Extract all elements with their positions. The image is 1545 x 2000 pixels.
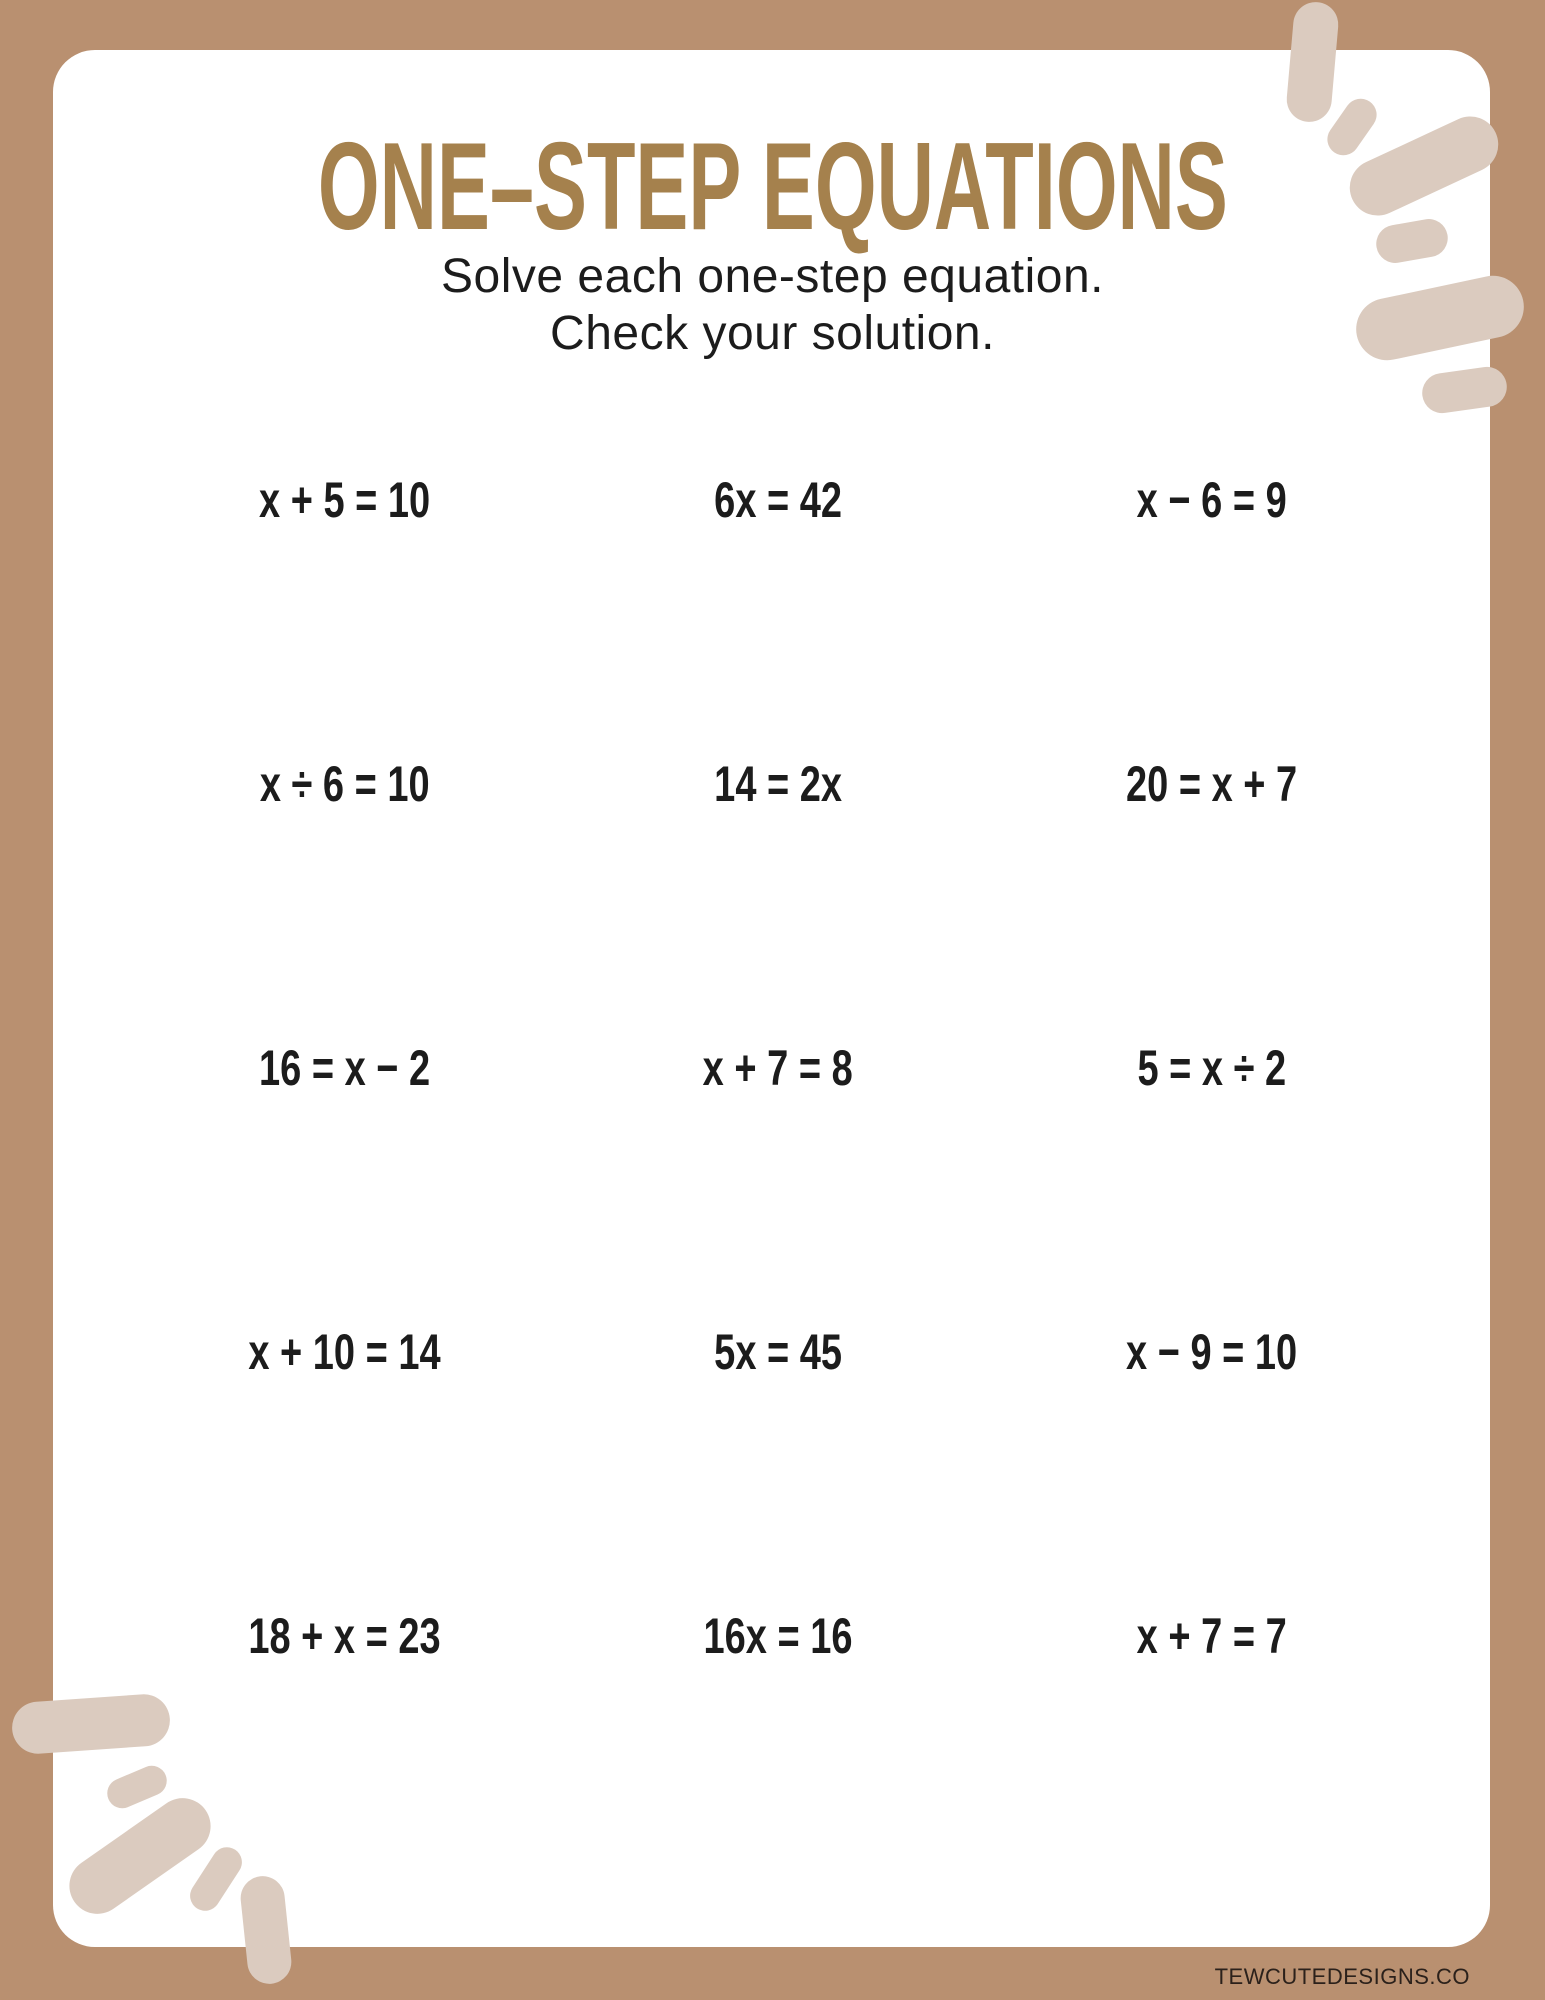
instruction-line-1: Solve each one-step equation. — [441, 250, 1104, 303]
equations-grid — [128, 358, 1428, 1778]
footer-watermark: TEWCUTEDESIGNS.CO — [1214, 1964, 1470, 1989]
equation-cell — [995, 926, 1428, 1210]
equation: x + 10 = 14 — [248, 1324, 441, 1380]
equation-cell — [128, 642, 561, 926]
equation-cell — [128, 358, 561, 642]
equation-cell — [995, 1210, 1428, 1494]
equation-cell — [128, 926, 561, 1210]
equation-cell — [561, 1494, 994, 1778]
equation-cell — [995, 642, 1428, 926]
equation: x + 7 = 7 — [1136, 1608, 1287, 1664]
equation-cell — [561, 926, 994, 1210]
equation-cell — [995, 1494, 1428, 1778]
equation: 5 = x ÷ 2 — [1136, 1040, 1286, 1096]
equation-cell — [561, 1210, 994, 1494]
equation: x − 9 = 10 — [1125, 1324, 1297, 1380]
instruction-line-2: Check your solution. — [550, 307, 995, 360]
equation: 18 + x = 23 — [248, 1608, 441, 1664]
equation: 16x = 16 — [703, 1608, 853, 1664]
equation: x ÷ 6 = 10 — [259, 756, 430, 812]
equation-cell — [561, 358, 994, 642]
equation-cell — [561, 642, 994, 926]
equation-cell — [128, 1494, 561, 1778]
equation: 20 = x + 7 — [1125, 756, 1297, 812]
equation-cell — [128, 1210, 561, 1494]
page-title-container — [0, 118, 1545, 256]
equation: x + 7 = 8 — [702, 1040, 854, 1096]
equation: x − 6 = 9 — [1136, 472, 1287, 528]
equation-cell — [995, 358, 1428, 642]
brush-stroke-icon — [10, 1693, 171, 1756]
equation: x + 5 = 10 — [259, 472, 431, 528]
equation: 16 = x − 2 — [259, 1040, 431, 1096]
equation: 14 = 2x — [714, 756, 842, 812]
page-title: ONE–STEP EQUATIONS — [317, 118, 1228, 256]
equation: 5x = 45 — [714, 1324, 842, 1380]
equation: 6x = 42 — [714, 472, 842, 528]
instructions — [0, 248, 1545, 362]
